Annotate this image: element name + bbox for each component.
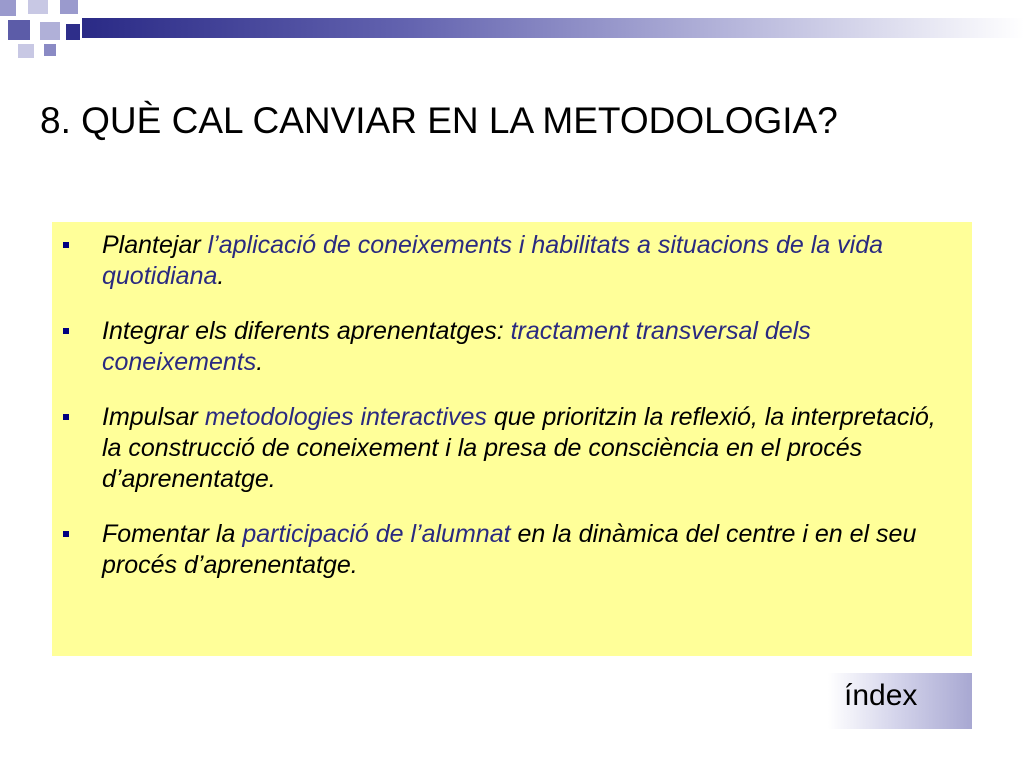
- bullet-segment: Plantejar: [102, 231, 208, 259]
- bullet-item: [52, 316, 952, 378]
- bullet-text: [102, 316, 952, 378]
- index-button[interactable]: [828, 673, 972, 729]
- decorative-square: [28, 0, 48, 14]
- square-bullet-icon: [63, 414, 69, 420]
- decorative-square: [40, 22, 60, 40]
- decorative-square: [60, 0, 78, 14]
- bullet-text: [102, 230, 952, 292]
- slide-title: 8. QUÈ CAL CANVIAR EN LA METODOLOGIA?: [40, 100, 838, 141]
- bullet-segment-highlight: tractament transversal dels coneixements: [102, 317, 811, 376]
- bullet-segment-highlight: participació de l’alumnat: [242, 520, 511, 548]
- bullet-item: [52, 519, 952, 581]
- decorative-square: [8, 20, 30, 40]
- bullet-text: [102, 402, 952, 495]
- bullet-item: [52, 230, 952, 292]
- decorative-square: [0, 0, 16, 16]
- bullet-text: [102, 519, 952, 581]
- decorative-square: [66, 24, 80, 40]
- decorative-square: [44, 44, 56, 56]
- bullet-list: [52, 230, 952, 605]
- content-box: [52, 222, 972, 656]
- header-gradient-bar: [82, 18, 1024, 38]
- square-bullet-icon: [63, 242, 69, 248]
- square-bullet-icon: [63, 531, 69, 537]
- decorative-square: [18, 44, 34, 58]
- square-bullet-icon: [63, 328, 69, 334]
- index-button-label: índex: [844, 679, 918, 712]
- bullet-segment: Integrar els diferents aprenentatges:: [102, 317, 511, 345]
- bullet-segment-highlight: metodologies interactives: [204, 403, 487, 431]
- bullet-segment: Impulsar: [102, 403, 205, 431]
- bullet-segment-highlight: l’aplicació de coneixements i habilitats a situacions de la vida quotidiana: [102, 231, 884, 290]
- bullet-segment: .: [217, 262, 225, 290]
- bullet-item: [52, 402, 952, 495]
- bullet-segment: Fomentar la: [102, 520, 243, 548]
- bullet-segment: .: [256, 348, 264, 376]
- bullet-segment: que prioritzin la reflexió, la interpretació, la construcció de coneixement i la presa de consciència en el procés d’aprenentatge.: [102, 403, 936, 493]
- bullet-segment: en la dinàmica del centre i en el seu procés d’aprenentatge.: [102, 520, 917, 579]
